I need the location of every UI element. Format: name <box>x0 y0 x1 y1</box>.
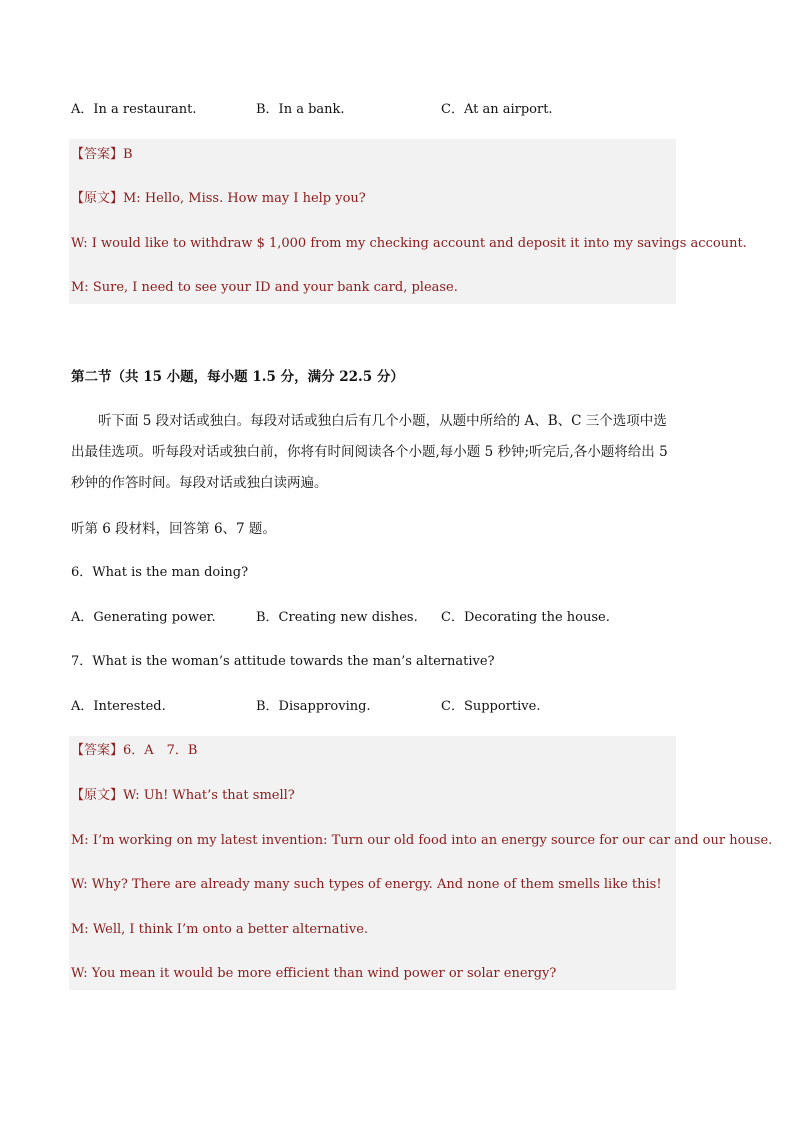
q7-question: 7．What is the woman’s attitude towards the man’s alternative? <box>71 654 495 669</box>
q6-option-c: C．Decorating the house. <box>441 610 610 625</box>
q5-answer: 【答案】B <box>71 147 133 162</box>
section-instructions: 听下面 5 段对话或独白。每段对话或独白后有几个小题，从题中所给的 A、B、C 三个选项中选出最佳选项。听每段对话或独白前，你将有时间阅读各个小题,每小题 5 秒钟;听完后,各小题将给出 5 秒钟的作答时间。每段对话或独白读两遍。 <box>71 413 668 491</box>
q7-option-a: A．Interested. <box>71 699 166 714</box>
material6-transcript-line: M: Well, I think I’m onto a better alternative. <box>71 922 369 937</box>
q5-transcript-line: M: Sure, I need to see your ID and your bank card, please. <box>71 280 458 295</box>
material6-answer: 【答案】6．A 7．B <box>71 743 198 758</box>
q6-option-b: B．Creating new dishes. <box>256 610 418 625</box>
material6-answer-block <box>69 736 676 990</box>
q5-transcript-line: W: I would like to withdraw $ 1,000 from my checking account and deposit it into my savings account. <box>71 236 747 251</box>
q7-option-c: C．Supportive. <box>441 699 541 714</box>
q6-question: 6．What is the man doing? <box>71 565 249 580</box>
section-title: 第二节（共 15 小题，每小题 1.5 分，满分 22.5 分） <box>71 369 404 385</box>
q5-option-c: C．At an airport. <box>441 102 553 117</box>
q7-options <box>71 698 691 716</box>
q5-options <box>71 101 691 119</box>
q5-option-a: A．In a restaurant. <box>71 102 197 117</box>
material6-transcript-line: M: I’m working on my latest invention: Turn our old food into an energy source for our car and our house. <box>71 833 773 848</box>
material-intro: 听第 6 段材料，回答第 6、7 题。 <box>71 521 276 537</box>
material6-transcript-line: 【原文】W: Uh! What’s that smell? <box>71 788 295 803</box>
q6-option-a: A．Generating power. <box>71 610 216 625</box>
q7-option-b: B．Disapproving. <box>256 699 371 714</box>
material6-transcript-line: W: You mean it would be more efficient than wind power or solar energy? <box>71 966 557 981</box>
q5-option-b: B．In a bank. <box>256 102 345 117</box>
q5-transcript-line: 【原文】M: Hello, Miss. How may I help you? <box>71 191 366 206</box>
q6-options <box>71 609 691 627</box>
material6-transcript-line: W: Why? There are already many such types of energy. And none of them smells like this! <box>71 877 662 892</box>
